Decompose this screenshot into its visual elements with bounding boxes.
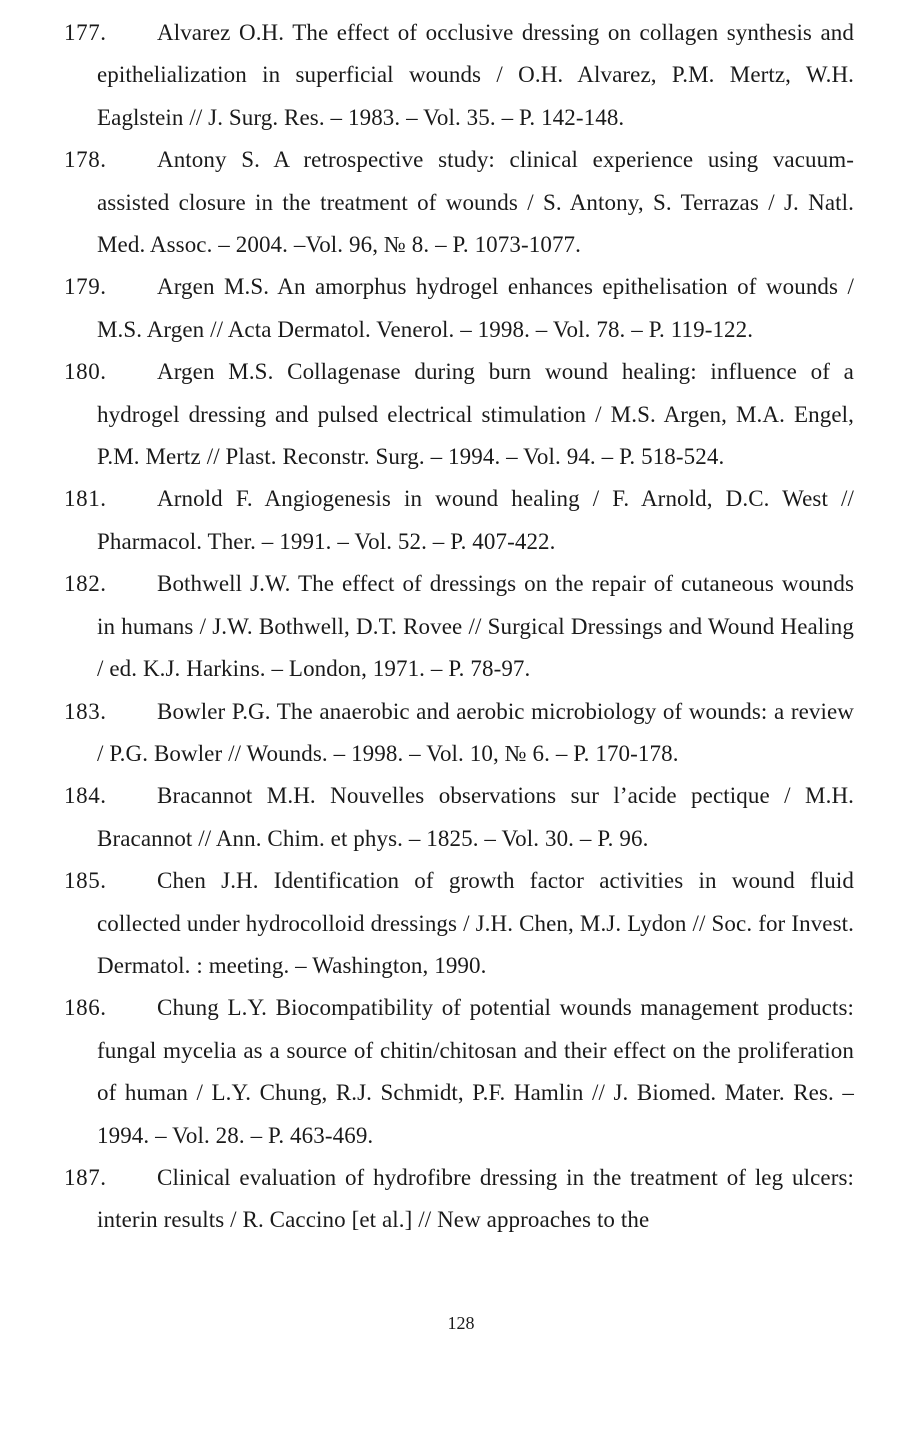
- reference-number: 181.: [64, 486, 107, 512]
- reference-item-180: [0, 351, 922, 478]
- reference-item-178: [0, 139, 922, 266]
- reference-item-187: [0, 1157, 922, 1242]
- reference-number: 186.: [64, 995, 107, 1021]
- reference-text: Chung L.Y. Biocompatibility of potential wounds management products: fungal mycelia as a source of chitin/chitosan and their effect on the proliferation of human / L.Y. Chung, R.J. Schmidt, P.F. Hamlin // J. Biomed. Mater. Res. – 1994. – Vol. 28. – P. 463-469.: [97, 995, 854, 1148]
- reference-number: 187.: [64, 1164, 107, 1190]
- reference-number: 178.: [64, 147, 107, 173]
- page-number: 128: [447, 1313, 475, 1333]
- reference-text: Clinical evaluation of hydrofibre dressing in the treatment of leg ulcers: interin results / R. Caccino [et al.] // New approaches to the: [97, 1164, 854, 1233]
- reference-text: Arnold F. Angiogenesis in wound healing / F. Arnold, D.C. West // Pharmacol. Ther. – 1991. – Vol. 52. – P. 407-422.: [97, 486, 854, 554]
- reference-number: 180.: [64, 359, 107, 385]
- reference-number: 185.: [64, 868, 107, 894]
- reference-number: 179.: [64, 274, 107, 300]
- reference-item-184: [0, 775, 922, 860]
- reference-text: Bothwell J.W. The effect of dressings on the repair of cutaneous wounds in humans / J.W. Bothwell, D.T. Rovee // Surgical Dressings and Wound Healing / ed. K.J. Harkins. – London, 1971. – P. 78-97.: [97, 571, 854, 682]
- reference-text: Antony S. A retrospective study: clinical experience using vacuum-assisted closure in the treatment of wounds / S. Antony, S. Terrazas / J. Natl. Med. Assoc. – 2004. –Vol. 96, № 8. – P. 1073-1077.: [97, 147, 854, 258]
- reference-item-185: [0, 860, 922, 987]
- reference-text: Alvarez O.H. The effect of occlusive dressing on collagen synthesis and epithelialization in superficial wounds / O.H. Alvarez, P.M. Mertz, W.H. Eaglstein // J. Surg. Res. – 1983. – Vol. 35. – P. 142-148.: [97, 20, 854, 130]
- reference-list: [0, 12, 922, 1242]
- reference-item-183: [0, 691, 922, 776]
- reference-text: Argen M.S. An amorphus hydrogel enhances epithelisation of wounds / M.S. Argen // Acta Dermatol. Venerol. – 1998. – Vol. 78. – P. 119-122.: [97, 274, 854, 342]
- reference-item-182: [0, 563, 922, 690]
- reference-item-179: [0, 266, 922, 351]
- reference-item-186: [0, 987, 922, 1157]
- reference-text: Chen J.H. Identification of growth factor activities in wound fluid collected under hydrocolloid dressings / J.H. Chen, M.J. Lydon // Soc. for Invest. Dermatol. : meeting. – Washington, 1990.: [97, 868, 854, 978]
- reference-item-181: [0, 478, 922, 563]
- reference-number: 177.: [64, 20, 107, 45]
- reference-text: Bracannot M.H. Nouvelles observations sur l’acide pectique / M.H. Bracannot // Ann. Chim. et phys. – 1825. – Vol. 30. – P. 96.: [97, 783, 854, 851]
- reference-number: 184.: [64, 783, 107, 809]
- reference-item-177: [0, 12, 922, 139]
- reference-number: 183.: [64, 698, 107, 724]
- reference-text: Argen M.S. Collagenase during burn wound healing: influence of a hydrogel dressing and pulsed electrical stimulation / M.S. Argen, M.A. Engel, P.M. Mertz // Plast. Reconstr. Surg. – 1994. – Vol. 94. – P. 518-524.: [97, 359, 854, 470]
- reference-text: Bowler P.G. The anaerobic and aerobic microbiology of wounds: a review / P.G. Bowler // Wounds. – 1998. – Vol. 10, № 6. – P. 170-178.: [97, 698, 854, 766]
- reference-number: 182.: [64, 571, 107, 597]
